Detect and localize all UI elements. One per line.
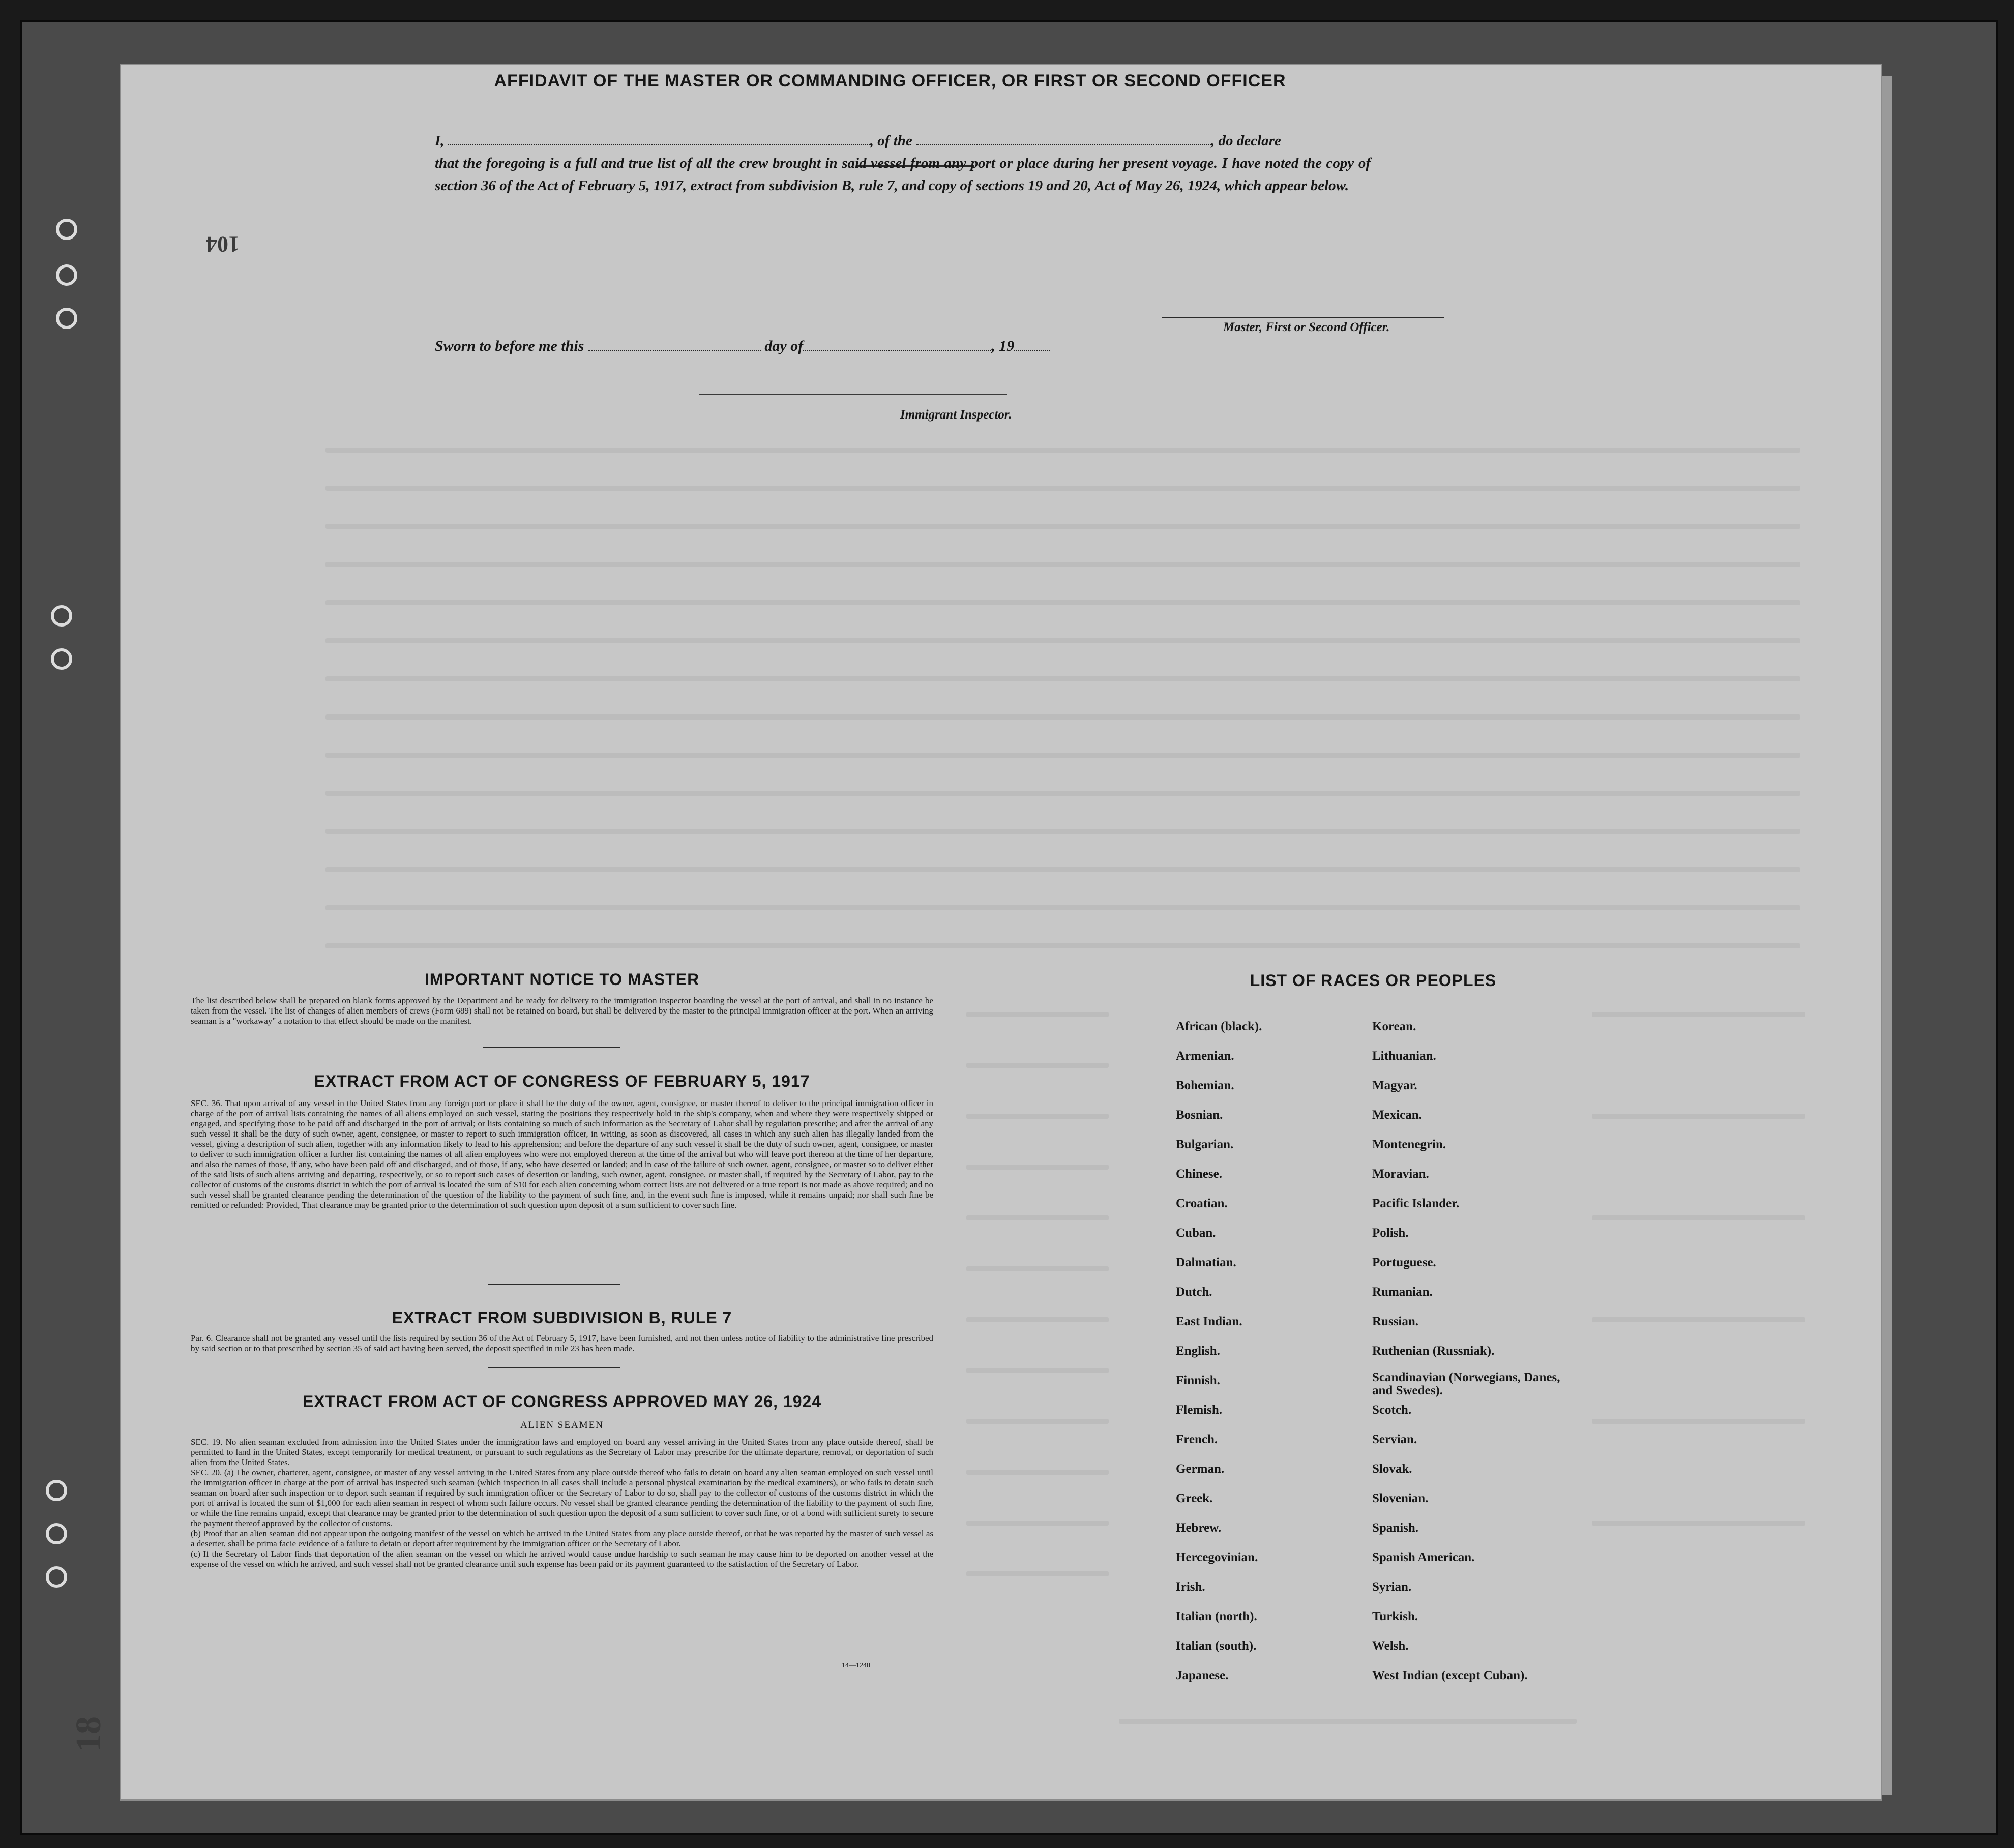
- race-item: Hercegovinian.: [1176, 1551, 1258, 1564]
- race-item: West Indian (except Cuban).: [1372, 1668, 1528, 1682]
- race-item: Chinese.: [1176, 1167, 1222, 1181]
- section-20a: SEC. 20. (a) The owner, charterer, agent, consignee, or master of any vessel arriving in the United States from any place outside thereof who fails to detain on board any alien seaman employed on such vessel until the immigration officer in charge at the port of arrival has inspected such seaman (which inspection in all cases shall include a personal physical examination by the medical examiners), or who fails to detain such seaman on board after such inspection or to deport such seaman if required by such immigration officer or the Secretary of Labor to do so, shall pay to the collector of customs of the customs district in which the port of arrival is located the sum of $1,000 for each alien seaman in respect of whom such failure occurs. No vessel shall be granted clearance pending the determination of the liability to the payment of such fine, or while the fine remains unpaid, except that clearance may be granted prior to the determination of such question upon the deposit of a sum sufficient to cover such fine, or of a bond with sufficient surety to secure the payment thereof approved by the collector of customs.: [191, 1468, 933, 1528]
- declaration-line: [435, 130, 1371, 152]
- inspector-label: Immigrant Inspector.: [900, 408, 1012, 422]
- race-item: Mexican.: [1372, 1108, 1422, 1122]
- race-item: Spanish.: [1372, 1521, 1419, 1535]
- rule7-title: EXTRACT FROM SUBDIVISION B, RULE 7: [392, 1308, 732, 1327]
- sworn-month-blank[interactable]: [803, 337, 991, 351]
- divider: [483, 1047, 620, 1048]
- sworn-year-blank[interactable]: [1014, 337, 1050, 351]
- notice-title: IMPORTANT NOTICE TO MASTER: [424, 970, 700, 989]
- race-item: Flemish.: [1176, 1403, 1222, 1417]
- vessel-name-blank[interactable]: [916, 131, 1211, 145]
- affidavit-statement: that the foregoing is a full and true list of all the crew brought in said vessel from any port or place during her present voyage. I have noted the copy of section 36 of the Act of February 5, 1917, extract from subdivision B, rule 7, and copy of sections 19 and 20, Act of May 26, 1924, which appear below.: [435, 155, 1371, 194]
- race-item: Cuban.: [1176, 1226, 1216, 1240]
- affidavit-body: [435, 130, 1371, 197]
- extract-1924-title: EXTRACT FROM ACT OF CONGRESS APPROVED MAY 26, 1924: [302, 1392, 822, 1411]
- sworn-year-prefix: , 19: [991, 338, 1015, 354]
- sworn-line: [435, 337, 1249, 355]
- race-item: Rumanian.: [1372, 1285, 1433, 1299]
- race-item: Korean.: [1372, 1020, 1416, 1033]
- race-item: Dutch.: [1176, 1285, 1212, 1299]
- divider: [488, 1284, 620, 1285]
- binder-hole-left: [56, 308, 77, 329]
- section-19: SEC. 19. No alien seaman excluded from admission into the United States under the immigration laws and employed on board any vessel arriving in the United States from any place outside thereof, shall be permitted to land in the United States, except temporarily for medical treatment, or pursuant to such regulations as the Secretary of Labor may prescribe for the ultimate departure, removal, or deportation of such alien from the United States.: [191, 1437, 933, 1467]
- race-item: Slovak.: [1372, 1462, 1412, 1476]
- race-item: Montenegrin.: [1372, 1138, 1446, 1151]
- notice-body: The list described below shall be prepared on blank forms approved by the Department and be ready for delivery to the immigration inspector boarding the vessel at the port of arrival, and shall in no instance be taken from the vessel. The list of changes of alien members of crews (Form 689) shall not be retained on board, but shall be delivered by the master to the principal immigration officer at the port. When an arriving seaman is a "workaway" a notation to that effect should be made on the manifest.: [191, 996, 933, 1026]
- race-item: Hebrew.: [1176, 1521, 1222, 1535]
- race-item: Croatian.: [1176, 1197, 1228, 1210]
- race-item: Polish.: [1372, 1226, 1409, 1240]
- affidavit-title: AFFIDAVIT OF THE MASTER OR COMMANDING OFFICER, OR FIRST OR SECOND OFFICER: [494, 71, 1286, 91]
- margin-handwritten-mark: 18: [69, 1716, 108, 1752]
- race-item: African (black).: [1176, 1020, 1262, 1033]
- race-item: Greek.: [1176, 1492, 1213, 1505]
- master-signature-line: [1162, 317, 1444, 318]
- race-item: Ruthenian (Russniak).: [1372, 1344, 1495, 1358]
- binder-hole-left: [56, 264, 77, 286]
- sworn-day-blank[interactable]: [588, 337, 761, 351]
- extract-1917-title: EXTRACT FROM ACT OF CONGRESS OF FEBRUARY 5, 1917: [314, 1072, 810, 1090]
- extract-1917-body: SEC. 36. That upon arrival of any vessel in the United States from any foreign port or place it shall be the duty of the owner, agent, consignee, or master thereof to deliver to the principal immigration officer in charge of the port of arrival lists containing the names of all aliens employed on such vessel, stating the positions they respectively hold in the ship's company, when and where they were respectively shipped or engaged, and specifying those to be paid off and discharged in the port of arrival; or lists containing so much of such information as the Secretary of Labor shall by regulation prescribe; and after the arrival of any such vessel it shall be the duty of such owner, agent, consignee, or master to report to such immigration officer, in writing, as soon as discovered, all cases in which any such alien has illegally landed from the vessel, giving a description of such alien, together with any information likely to lead to his apprehension; and before the departure of any such vessel it shall be the duty of such owner, agent, consignee, or master to deliver to such immigration officer a further list containing the names of all alien employees who were not employed thereon at the time of the arrival but who will leave port thereon at the time of her departure, and also the names of those, if any, who have been paid off and discharged, and of those, if any, who have deserted or landed; and in case of the failure of such owner, agent, consignee, or master so to deliver either of the said lists of such aliens arriving and departing, respectively, or so to report such cases of desertion or landing, such owner, agent, consignee, or master shall, if required by the Secretary of Labor, pay to the collector of customs of the customs district in which the port of arrival is located the sum of $10 for each alien concerning whom correct lists are not delivered or a true report is not made as above required; and no such vessel shall be granted clearance pending the determination of the question of the liability to the payment of such fine, and, in the event such fine is imposed, while it remains unpaid; nor shall such fine be remitted or refunded: Provided, That clearance may be granted prior to the determination of such question upon deposit of a sum sufficient to cover such fine.: [191, 1098, 933, 1210]
- race-item: Moravian.: [1372, 1167, 1429, 1181]
- race-item: French.: [1176, 1433, 1218, 1446]
- rule7-body: Par. 6. Clearance shall not be granted any vessel until the lists required by section 36 of the Act of February 5, 1917, have been furnished, and not then unless notice of liability to the administrative fine prescribed by said section or to that prescribed by section 35 of said act having been served, the deposit specified in rule 23 has been made.: [191, 1333, 933, 1353]
- race-item: Bosnian.: [1176, 1108, 1223, 1122]
- race-item: Spanish American.: [1372, 1551, 1475, 1564]
- race-item: Bohemian.: [1176, 1079, 1234, 1092]
- race-item: Armenian.: [1176, 1049, 1234, 1063]
- declarant-name-blank[interactable]: [448, 131, 870, 145]
- race-item: Bulgarian.: [1176, 1138, 1234, 1151]
- race-item: Russian.: [1372, 1315, 1419, 1328]
- race-item: English.: [1176, 1344, 1220, 1358]
- race-item: Finnish.: [1176, 1374, 1220, 1387]
- sworn-mid: day of: [764, 338, 804, 354]
- race-item: Portuguese.: [1372, 1256, 1436, 1269]
- form-number: 14—1240: [842, 1662, 870, 1670]
- race-item: Slovenian.: [1372, 1492, 1429, 1505]
- binder-hole-left: [46, 1566, 67, 1588]
- race-item: Italian (north).: [1176, 1609, 1257, 1623]
- divider: [488, 1367, 620, 1368]
- race-item: German.: [1176, 1462, 1225, 1476]
- race-item: Scandinavian (Norwegians, Danes, and Swedes).: [1372, 1370, 1560, 1397]
- race-item: Lithuanian.: [1372, 1049, 1436, 1063]
- race-item: Dalmatian.: [1176, 1256, 1236, 1269]
- section-20c: (c) If the Secretary of Labor finds that deportation of the alien seaman on the vessel on which he arrived would cause undue hardship to such seaman he may cause him to be deported on another vessel at the expense of the vessel on which he arrived, and such vessel shall not be granted clearance until such expense has been paid or its payment guaranteed to the satisfaction of the Secretary of Labor.: [191, 1549, 933, 1569]
- binder-hole-left: [51, 648, 72, 670]
- race-item: Magyar.: [1372, 1079, 1417, 1092]
- declarant-prefix: I,: [435, 133, 445, 149]
- sworn-prefix: Sworn to before me this: [435, 338, 584, 354]
- margin-page-number: 104: [206, 232, 240, 257]
- race-item: Syrian.: [1372, 1580, 1412, 1594]
- race-item: East Indian.: [1176, 1315, 1242, 1328]
- inspector-signature-line: [699, 394, 1007, 395]
- binder-hole-left: [46, 1480, 67, 1501]
- binder-hole-left: [51, 605, 72, 627]
- declarant-mid: , of the: [870, 133, 912, 149]
- race-item: Welsh.: [1372, 1639, 1409, 1653]
- race-item: Turkish.: [1372, 1609, 1418, 1623]
- declarant-suffix: , do declare: [1211, 133, 1281, 149]
- extract-1924-subtitle: ALIEN SEAMEN: [520, 1420, 604, 1430]
- binder-hole-left: [56, 219, 77, 240]
- binder-hole-left: [46, 1523, 67, 1544]
- race-item: Japanese.: [1176, 1668, 1229, 1682]
- race-item: Irish.: [1176, 1580, 1205, 1594]
- race-item: Scotch.: [1372, 1403, 1412, 1417]
- race-item: Italian (south).: [1176, 1639, 1257, 1653]
- extract-1924-body: [191, 1437, 933, 1569]
- race-item: Servian.: [1372, 1433, 1417, 1446]
- master-signature-label: Master, First or Second Officer.: [1223, 320, 1390, 334]
- race-item: Pacific Islander.: [1372, 1197, 1460, 1210]
- races-title: LIST OF RACES OR PEOPLES: [1250, 971, 1497, 990]
- section-20b: (b) Proof that an alien seaman did not appear upon the outgoing manifest of the vessel on which he arrived in the United States from any place outside thereof, or that he was reported by the master of such vessel as a deserter, shall be prima facie evidence of a failure to detain or deport after requirement by the immigration officer or the Secretary of Labor.: [191, 1529, 933, 1548]
